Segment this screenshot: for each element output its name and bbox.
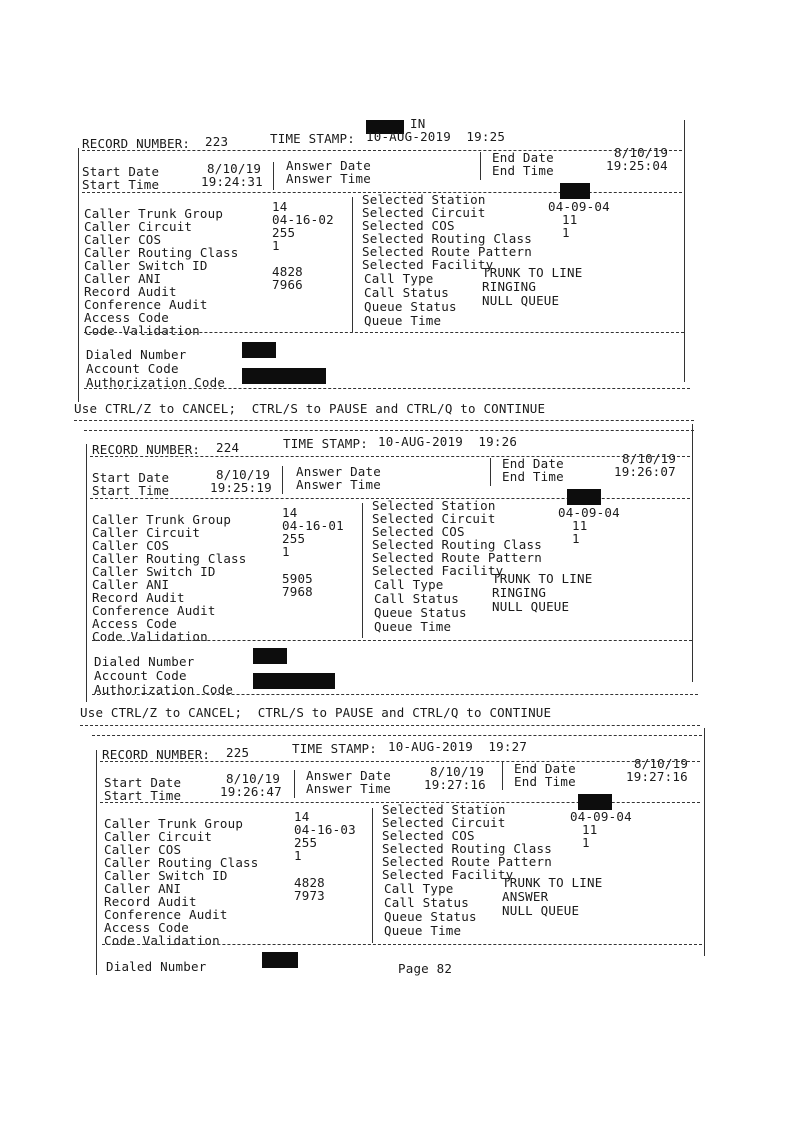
caller-ani-label: Caller ANI: [92, 577, 170, 592]
caller-circuit: 04-16-01: [282, 518, 344, 533]
selected-routing-class-label: Selected Routing Class: [362, 231, 532, 246]
selected-route-pattern-label: Selected Route Pattern: [382, 854, 552, 869]
answer-date-label: Answer Date: [306, 768, 391, 783]
time-stamp: 10-AUG-2019 19:27: [388, 739, 528, 754]
caller-routing-class-label: Caller Routing Class: [104, 855, 259, 870]
selected-routing-class: 1: [582, 835, 590, 850]
dialed-number-label: Dialed Number: [86, 347, 187, 362]
access-code-label: Access Code: [84, 310, 169, 325]
caller-switch-id-label: Caller Switch ID: [104, 868, 228, 883]
call-type-label: Call Type: [364, 271, 434, 286]
answer-time-label: Answer Time: [306, 781, 391, 796]
queue-status-label: Queue Status: [364, 299, 457, 314]
selected-cos-label: Selected COS: [372, 524, 465, 539]
call-type: TRUNK TO LINE: [482, 265, 583, 280]
start-date-label: Start Date: [92, 470, 170, 485]
start-time: 19:26:47: [220, 784, 282, 799]
redaction-selected-station: [578, 794, 612, 810]
dialed-number-label: Dialed Number: [106, 959, 207, 974]
selected-cos: 11: [582, 822, 598, 837]
answer-date-label: Answer Date: [286, 158, 371, 173]
redaction-dialed-number: [242, 342, 276, 358]
caller-circuit-label: Caller Circuit: [84, 219, 193, 234]
queue-time-label: Queue Time: [374, 619, 452, 634]
start-time-label: Start Time: [82, 177, 160, 192]
call-type: TRUNK TO LINE: [492, 571, 593, 586]
authorization-code-label: Authorization Code: [94, 682, 234, 697]
selected-cos-label: Selected COS: [382, 828, 475, 843]
account-code-label: Account Code: [94, 668, 187, 683]
call-type: TRUNK TO LINE: [502, 875, 603, 890]
access-code-label: Access Code: [104, 920, 189, 935]
time-stamp: 10-AUG-2019 19:26: [378, 434, 518, 449]
caller-ani: 4828: [272, 264, 303, 279]
conference-audit-label: Conference Audit: [92, 603, 216, 618]
selected-circuit-label: Selected Circuit: [362, 205, 486, 220]
caller-trunk-group-label: Caller Trunk Group: [84, 206, 224, 221]
time-stamp-label: TIME STAMP:: [292, 741, 377, 756]
record-number-label: RECORD NUMBER:: [102, 747, 211, 762]
caller-cos: 255: [294, 835, 318, 850]
continue-prompt: Use CTRL/Z to CANCEL; CTRL/S to PAUSE and CTRL/Q to CONTINUE: [80, 705, 552, 720]
start-time-label: Start Time: [104, 788, 182, 803]
selected-facility-label: Selected Facility: [362, 257, 494, 272]
conference-audit-label: Conference Audit: [84, 297, 208, 312]
code-validation-label: Code Validation: [104, 933, 220, 948]
redaction-dialed-number: [253, 648, 287, 664]
call-status: ANSWER: [502, 889, 549, 904]
caller-cos: 255: [282, 531, 306, 546]
caller-circuit-label: Caller Circuit: [92, 525, 201, 540]
selected-facility-label: Selected Facility: [382, 867, 514, 882]
authorization-code-label: Authorization Code: [86, 375, 226, 390]
caller-routing-class-label: Caller Routing Class: [84, 245, 239, 260]
record-audit: 7973: [294, 888, 325, 903]
queue-status: NULL QUEUE: [502, 903, 580, 918]
end-date-label: End Date: [492, 150, 554, 165]
caller-circuit: 04-16-03: [294, 822, 356, 837]
record-number: 225: [226, 745, 250, 760]
access-code-label: Access Code: [92, 616, 177, 631]
call-type-label: Call Type: [374, 577, 444, 592]
call-status: RINGING: [482, 279, 537, 294]
selected-facility-label: Selected Facility: [372, 563, 504, 578]
caller-cos: 255: [272, 225, 296, 240]
queue-status: NULL QUEUE: [492, 599, 570, 614]
queue-status-label: Queue Status: [374, 605, 467, 620]
selected-cos-label: Selected COS: [362, 218, 455, 233]
caller-trunk-group: 14: [282, 505, 298, 520]
end-time-label: End Time: [502, 469, 564, 484]
selected-circuit: 04-09-04: [570, 809, 632, 824]
caller-routing-class: 1: [294, 848, 302, 863]
record-number: 224: [216, 440, 240, 455]
caller-routing-class: 1: [282, 544, 290, 559]
end-time-label: End Time: [492, 163, 554, 178]
record-number: 223: [205, 134, 229, 149]
caller-trunk-group-label: Caller Trunk Group: [92, 512, 232, 527]
selected-cos: 11: [562, 212, 578, 227]
queue-time-label: Queue Time: [364, 313, 442, 328]
caller-switch-id-label: Caller Switch ID: [92, 564, 216, 579]
start-date: 8/10/19: [207, 161, 262, 176]
answer-time: 19:27:16: [424, 777, 486, 792]
selected-station-label: Selected Station: [362, 192, 486, 207]
start-date-label: Start Date: [82, 164, 160, 179]
record-number-label: RECORD NUMBER:: [82, 136, 191, 151]
caller-trunk-group: 14: [272, 199, 288, 214]
redaction-authorization-code: [242, 368, 326, 384]
end-time: 19:27:16: [626, 769, 688, 784]
caller-ani: 5905: [282, 571, 313, 586]
caller-circuit-label: Caller Circuit: [104, 829, 213, 844]
call-status-label: Call Status: [374, 591, 459, 606]
caller-routing-class-label: Caller Routing Class: [92, 551, 247, 566]
start-time: 19:25:19: [210, 480, 272, 495]
record-audit-label: Record Audit: [84, 284, 177, 299]
selected-routing-class: 1: [562, 225, 570, 240]
answer-time-label: Answer Time: [296, 477, 381, 492]
end-time: 19:26:07: [614, 464, 676, 479]
queue-time-label: Queue Time: [384, 923, 462, 938]
call-status-label: Call Status: [384, 895, 469, 910]
caller-trunk-group: 14: [294, 809, 310, 824]
time-stamp: 10-AUG-2019 19:25: [366, 129, 506, 144]
record-audit: 7968: [282, 584, 313, 599]
end-date: 8/10/19: [622, 451, 677, 466]
caller-ani-label: Caller ANI: [84, 271, 162, 286]
caller-cos-label: Caller COS: [84, 232, 162, 247]
code-validation-label: Code Validation: [84, 323, 200, 338]
start-date: 8/10/19: [216, 467, 271, 482]
caller-cos-label: Caller COS: [92, 538, 170, 553]
selected-station-label: Selected Station: [382, 802, 506, 817]
caller-switch-id-label: Caller Switch ID: [84, 258, 208, 273]
selected-route-pattern-label: Selected Route Pattern: [362, 244, 532, 259]
account-code-label: Account Code: [86, 361, 179, 376]
record-audit: 7966: [272, 277, 303, 292]
answer-date-label: Answer Date: [296, 464, 381, 479]
caller-cos-label: Caller COS: [104, 842, 182, 857]
end-date-label: End Date: [514, 761, 576, 776]
record-number-label: RECORD NUMBER:: [92, 442, 201, 457]
caller-ani: 4828: [294, 875, 325, 890]
time-stamp-label: TIME STAMP:: [270, 131, 355, 146]
redaction-selected-station: [567, 489, 601, 505]
time-stamp-label: TIME STAMP:: [283, 436, 368, 451]
caller-trunk-group-label: Caller Trunk Group: [104, 816, 244, 831]
redaction-selected-station: [560, 183, 590, 199]
call-status-label: Call Status: [364, 285, 449, 300]
selected-circuit: 04-09-04: [558, 505, 620, 520]
start-date: 8/10/19: [226, 771, 281, 786]
continue-prompt: Use CTRL/Z to CANCEL; CTRL/S to PAUSE and CTRL/Q to CONTINUE: [74, 401, 546, 416]
dialed-number-label: Dialed Number: [94, 654, 195, 669]
code-validation-label: Code Validation: [92, 629, 208, 644]
queue-status-label: Queue Status: [384, 909, 477, 924]
call-status: RINGING: [492, 585, 547, 600]
selected-circuit-label: Selected Circuit: [372, 511, 496, 526]
selected-route-pattern-label: Selected Route Pattern: [372, 550, 542, 565]
selected-circuit: 04-09-04: [548, 199, 610, 214]
selected-routing-class: 1: [572, 531, 580, 546]
start-time-label: Start Time: [92, 483, 170, 498]
selected-station-label: Selected Station: [372, 498, 496, 513]
answer-time-label: Answer Time: [286, 171, 371, 186]
conference-audit-label: Conference Audit: [104, 907, 228, 922]
queue-status: NULL QUEUE: [482, 293, 560, 308]
caller-circuit: 04-16-02: [272, 212, 334, 227]
call-type-label: Call Type: [384, 881, 454, 896]
redaction-dialed-number: [262, 952, 298, 968]
selected-circuit-label: Selected Circuit: [382, 815, 506, 830]
page-number: Page 82: [398, 961, 453, 976]
caller-ani-label: Caller ANI: [104, 881, 182, 896]
selected-routing-class-label: Selected Routing Class: [372, 537, 542, 552]
start-time: 19:24:31: [201, 174, 263, 189]
start-date-label: Start Date: [104, 775, 182, 790]
end-date: 8/10/19: [614, 145, 669, 160]
record-audit-label: Record Audit: [92, 590, 185, 605]
redaction-authorization-code: [253, 673, 335, 689]
record-audit-label: Record Audit: [104, 894, 197, 909]
end-date: 8/10/19: [634, 756, 689, 771]
end-time: 19:25:04: [606, 158, 668, 173]
selected-cos: 11: [572, 518, 588, 533]
end-time-label: End Time: [514, 774, 576, 789]
caller-routing-class: 1: [272, 238, 280, 253]
direction-label: IN: [410, 116, 426, 131]
end-date-label: End Date: [502, 456, 564, 471]
answer-date: 8/10/19: [430, 764, 485, 779]
selected-routing-class-label: Selected Routing Class: [382, 841, 552, 856]
